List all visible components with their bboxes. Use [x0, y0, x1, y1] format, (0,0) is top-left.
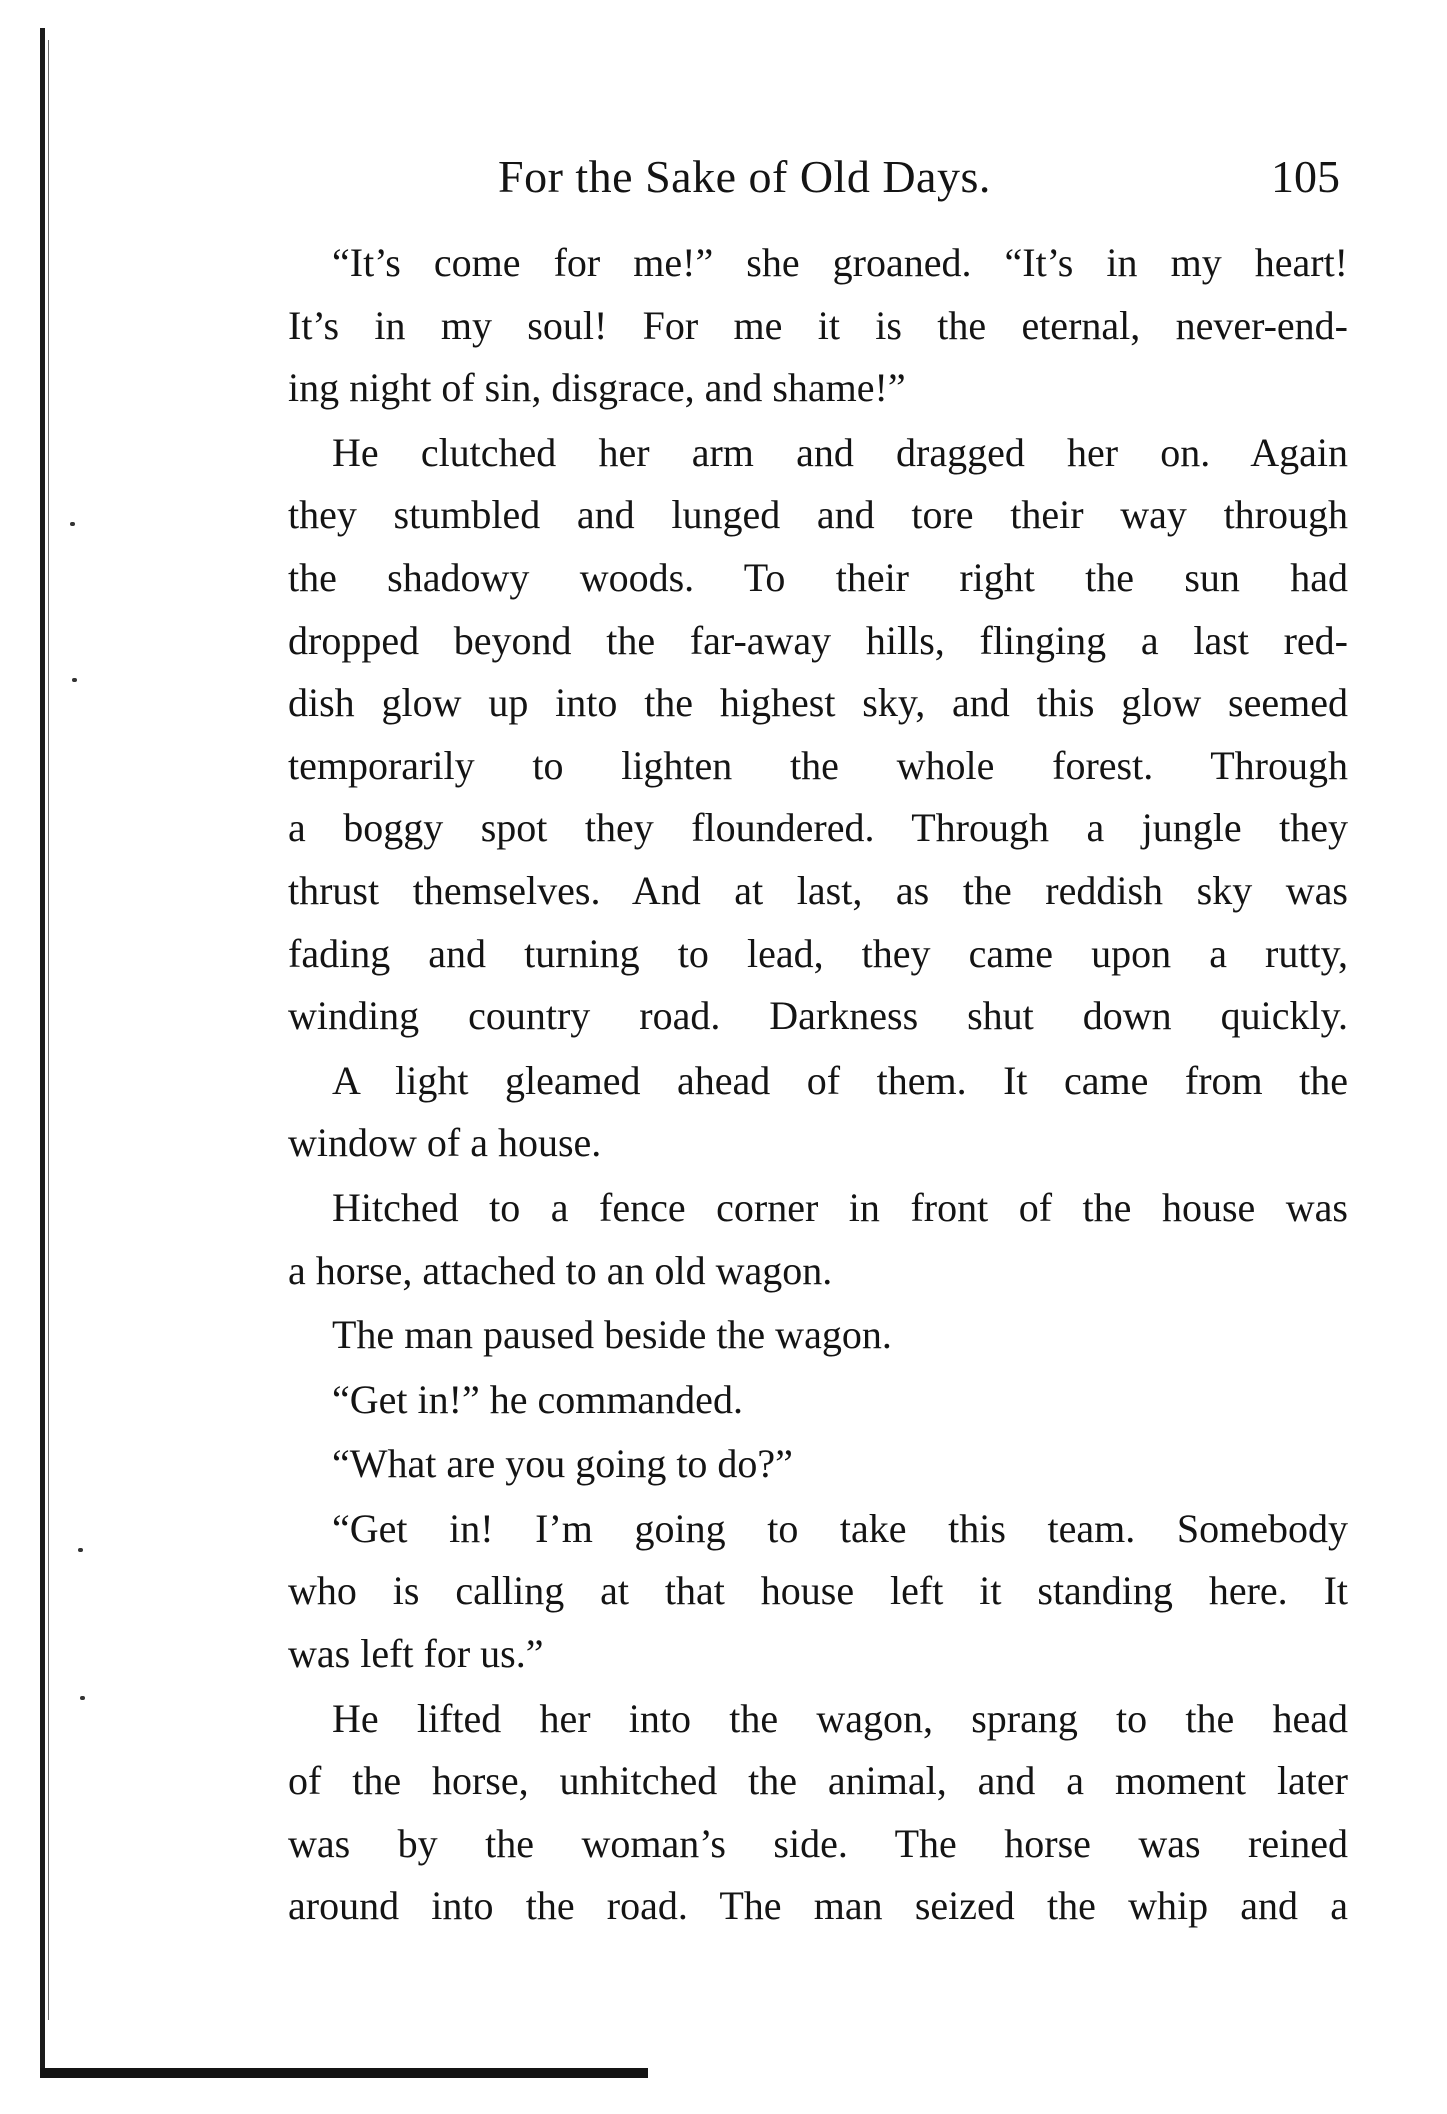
text-line: a boggy spot they floundered. Through a jungle they — [288, 805, 1348, 851]
text-line: ing night of sin, disgrace, and shame!” — [288, 365, 906, 411]
paragraph — [288, 1433, 1348, 1496]
page-binding-edge — [40, 28, 45, 2068]
paragraph — [288, 1498, 1348, 1686]
page-number: 105 — [1271, 151, 1340, 202]
text-line: dish glow up into the highest sky, and this glow seemed — [288, 680, 1348, 726]
paragraph — [288, 1688, 1348, 1938]
text-line: thrust themselves. And at last, as the reddish sky was — [288, 867, 1348, 913]
text-line: who is calling at that house left it standing here. It — [288, 1568, 1348, 1614]
text-line: He lifted her into the wagon, sprang to the head — [332, 1695, 1348, 1741]
text-line: It’s in my soul! For me it is the eternal, never-end- — [288, 302, 1348, 348]
text-line: “What are you going to do?” — [332, 1441, 793, 1487]
scan-speck — [78, 1548, 83, 1552]
page-binding-shadow — [48, 40, 49, 2020]
paragraph — [288, 422, 1348, 1048]
text-line: He clutched her arm and dragged her on. Again — [332, 429, 1348, 475]
text-line: “It’s come for me!” she groaned. “It’s in my heart! — [332, 240, 1348, 285]
text-line: window of a house. — [288, 1120, 602, 1166]
paragraph — [288, 1177, 1348, 1302]
text-line: was by the woman’s side. The horse was reined — [288, 1820, 1348, 1866]
scan-speck — [72, 678, 77, 682]
text-line: temporarily to lighten the whole forest. Through — [288, 742, 1348, 788]
paragraph — [288, 232, 1348, 420]
text-line: the shadowy woods. To their right the sun had — [288, 554, 1348, 600]
text-line: The man paused beside the wagon. — [332, 1312, 892, 1358]
text-line: of the horse, unhitched the animal, and a moment later — [288, 1758, 1348, 1804]
text-line: A light gleamed ahead of them. It came from the — [332, 1057, 1348, 1103]
running-title: For the Sake of Old Days. — [498, 151, 991, 202]
text-line: around into the road. The man seized the whip and a — [288, 1883, 1348, 1929]
scan-speck — [70, 522, 75, 526]
paragraph — [288, 1369, 1348, 1432]
text-line: winding country road. Darkness shut down quickly. — [288, 993, 1348, 1039]
paragraph — [288, 1050, 1348, 1175]
text-line: Hitched to a fence corner in front of the house was — [332, 1184, 1348, 1230]
text-line: a horse, attached to an old wagon. — [288, 1247, 833, 1293]
text-line: fading and turning to lead, they came upon a rutty, — [288, 930, 1348, 976]
bottom-edge-rule — [40, 2068, 648, 2078]
text-line: they stumbled and lunged and tore their way through — [288, 492, 1348, 538]
running-head — [490, 150, 1340, 210]
paragraph — [288, 1304, 1348, 1367]
text-line: dropped beyond the far-away hills, flinging a last red- — [288, 617, 1348, 663]
scan-speck — [80, 1696, 85, 1700]
text-line: “Get in! I’m going to take this team. Somebody — [332, 1505, 1348, 1551]
text-line: was left for us.” — [288, 1631, 544, 1677]
text-line: “Get in!” he commanded. — [332, 1376, 743, 1422]
body-text — [288, 232, 1348, 1940]
